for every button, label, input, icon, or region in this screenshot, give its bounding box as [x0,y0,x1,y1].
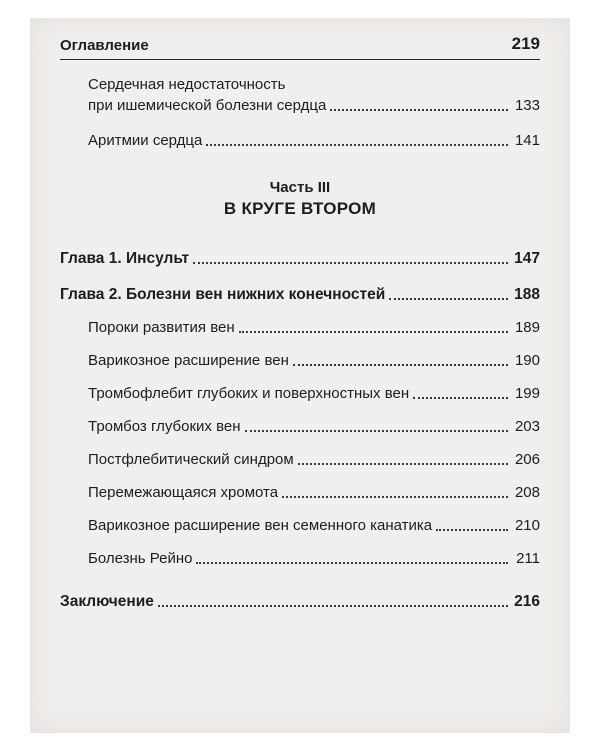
toc-entry-title: Болезнь Рейно [88,550,193,567]
toc-entry-page: 199 [514,385,540,402]
toc-entry-page: 190 [514,352,540,369]
toc-entry-page: 141 [514,132,540,149]
toc-entry-page: 206 [514,451,540,468]
toc-entry-page: 189 [514,319,540,336]
toc-entry-heart-failure [60,74,540,116]
chapter-page: 147 [514,250,540,267]
dot-leader [413,397,508,399]
toc-entry [60,416,540,437]
dot-leader [245,430,509,432]
dot-leader [282,496,508,498]
toc-entry-title: Аритмии сердца [88,132,203,149]
dot-leader [196,562,508,564]
toc-entry [60,350,540,371]
toc-entry-title: Постфлебитический синдром [88,451,294,468]
toc-conclusion [60,591,540,612]
chapter-title: Глава 2. Болезни вен нижних конечностей [60,286,386,303]
toc-entry-title: Пороки развития вен [88,319,235,336]
dot-leader [330,109,508,111]
toc-chapter-1 [60,248,540,269]
toc-entry-title: Тромбофлебит глубоких и поверхностных вен [88,385,410,402]
conclusion-title: Заключение [60,593,154,610]
dot-leader [239,331,508,333]
running-header [60,34,540,60]
toc-entry-page: 210 [514,517,540,534]
toc-entry-title: Тромбоз глубоких вен [88,418,241,435]
dot-leader [436,529,508,531]
toc-entry [60,383,540,404]
chapter-title: Глава 1. Инсульт [60,250,190,267]
toc-entry-page: 203 [514,418,540,435]
table-of-contents [60,74,540,612]
dot-leader [389,298,508,300]
toc-entry-title: Перемежающаяся хромота [88,484,279,501]
toc-entry [60,317,540,338]
dot-leader [193,262,508,264]
part-label: Часть III [269,179,331,196]
dot-leader [298,463,508,465]
dot-leader [293,364,508,366]
toc-chapter-2 [60,284,540,305]
section-title: Оглавление [60,37,149,54]
toc-entry [60,449,540,470]
toc-entry [60,515,540,536]
book-page [30,18,570,733]
toc-entry-page: 208 [514,484,540,501]
part-title: В КРУГЕ ВТОРОМ [223,199,377,218]
toc-entry-title-line2: при ишемической болезни сердца [88,97,327,114]
part-heading [60,177,540,220]
toc-entry [60,548,540,569]
toc-entry-arrhythmia [60,130,540,151]
conclusion-page: 216 [514,593,540,610]
toc-entry [60,482,540,503]
dot-leader [206,144,508,146]
toc-entry-page: 211 [516,550,540,567]
toc-entry-page: 133 [514,97,540,114]
toc-entry-title-line1: Сердечная недостаточность [88,76,286,93]
dot-leader [158,605,508,607]
toc-entry-title: Варикозное расширение вен [88,352,289,369]
chapter-page: 188 [514,286,540,303]
toc-entry-title: Варикозное расширение вен семенного канатика [88,517,433,534]
page-number: 219 [511,34,540,53]
